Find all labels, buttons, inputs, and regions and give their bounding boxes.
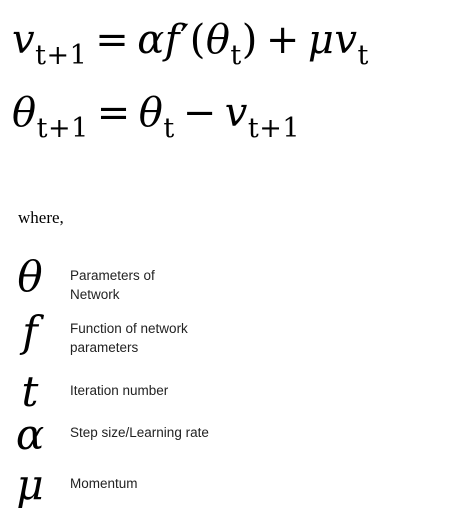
- definition-line: Function of network: [70, 321, 188, 336]
- definition-symbol-mu: μ: [16, 460, 44, 509]
- mu-symbol: μ: [307, 17, 335, 63]
- theta-next-subscript: t+1: [36, 113, 89, 144]
- alpha-symbol: α: [137, 17, 165, 63]
- definition-symbol-alpha: α: [15, 410, 45, 459]
- where-label: where,: [18, 208, 64, 227]
- theta-subscript: t: [163, 113, 175, 144]
- velocity-symbol-rhs: v: [334, 17, 358, 63]
- function-symbol: f: [164, 17, 181, 63]
- definition-symbol-t: t: [21, 367, 39, 416]
- parameter-update-equation: [12, 90, 300, 144]
- theta-subscript: t: [230, 40, 242, 71]
- theta-next-symbol: θ: [12, 90, 37, 136]
- theta-symbol: θ: [205, 17, 231, 63]
- definition-line: Step size/Learning rate: [70, 425, 209, 440]
- definition-text-mu: [70, 474, 138, 493]
- definition-line: parameters: [70, 340, 139, 355]
- definition-line: Network: [70, 287, 120, 302]
- definition-line: Parameters of: [70, 268, 155, 283]
- equals-sign: =: [95, 17, 130, 63]
- velocity-symbol: v: [12, 17, 36, 63]
- velocity-symbol: v: [224, 90, 248, 136]
- plus-sign: +: [265, 17, 300, 63]
- momentum-velocity-equation: [12, 17, 369, 71]
- velocity-subscript: t+1: [247, 113, 300, 144]
- definition-text-t: [70, 381, 168, 400]
- open-paren: (: [189, 17, 206, 63]
- definition-symbol-f: f: [22, 307, 38, 356]
- minus-sign: −: [182, 90, 217, 136]
- definition-line: Momentum: [70, 476, 138, 491]
- prime-symbol: ′: [180, 17, 190, 63]
- theta-symbol: θ: [138, 90, 164, 136]
- definition-text-f: [70, 319, 188, 357]
- equals-sign: =: [96, 90, 131, 136]
- close-paren: ): [241, 17, 258, 63]
- definition-symbol-theta: θ: [17, 252, 43, 301]
- velocity-rhs-subscript: t: [357, 40, 369, 71]
- definition-text-theta: [70, 266, 155, 304]
- definition-text-alpha: [70, 423, 209, 442]
- velocity-subscript: t+1: [35, 40, 88, 71]
- definition-line: Iteration number: [70, 383, 169, 398]
